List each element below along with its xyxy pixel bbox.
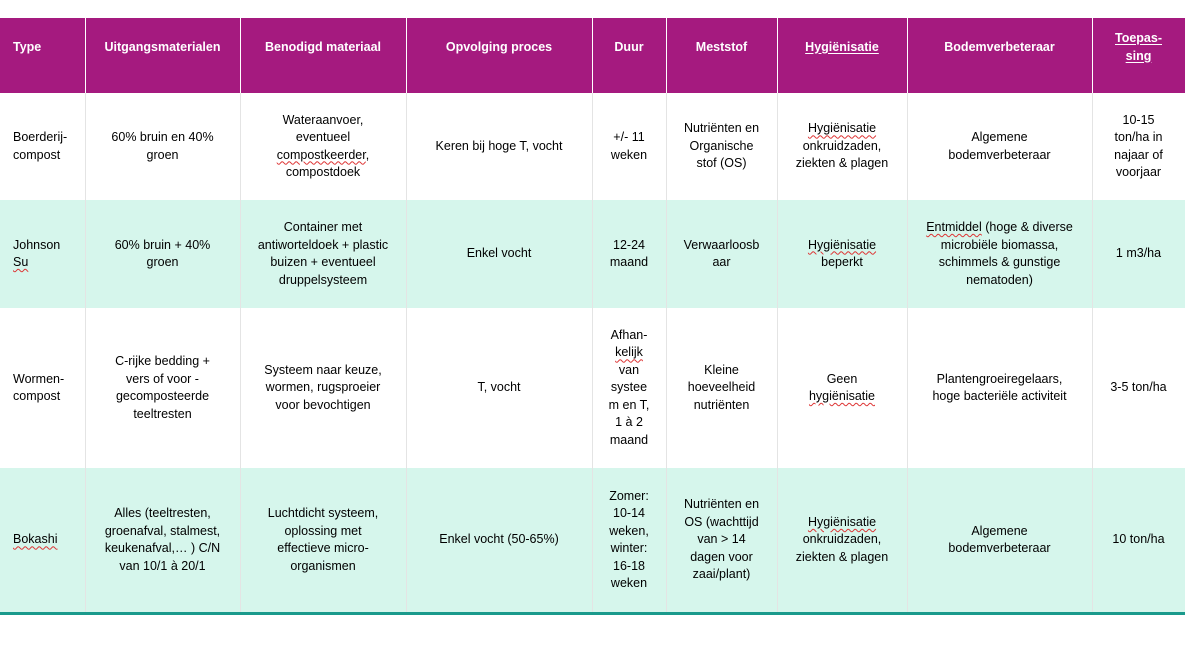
cell-bodemverbeteraar: Algemene bodemverbeteraar bbox=[907, 468, 1092, 614]
header-type: Type bbox=[0, 18, 85, 93]
cell-toepassing: 1 m3/ha bbox=[1092, 200, 1185, 308]
cell-duur: Zomer: 10-14 weken, winter: 16-18 weken bbox=[592, 468, 666, 614]
cell-duur: 12-24 maand bbox=[592, 200, 666, 308]
cell-type: Bokashi bbox=[0, 468, 85, 614]
cell-uitgangsmaterialen: C-rijke bedding + vers of voor - gecomposteerde teeltresten bbox=[85, 308, 240, 468]
table-row bbox=[0, 93, 1185, 200]
header-uitgangsmaterialen: Uitgangsmaterialen bbox=[85, 18, 240, 93]
cell-duur: Afhan- kelijk van systee m en T, 1 à 2 maand bbox=[592, 308, 666, 468]
cell-hygienisatie: Geen hygiënisatie bbox=[777, 308, 907, 468]
header-toepassing: Toepas- sing bbox=[1092, 18, 1185, 93]
cell-bodemverbeteraar: Entmiddel (hoge & diverse microbiële biomassa, schimmels & gunstige nematoden) bbox=[907, 200, 1092, 308]
cell-bodemverbeteraar: Algemene bodemverbeteraar bbox=[907, 93, 1092, 200]
cell-meststof: Verwaarloosb aar bbox=[666, 200, 777, 308]
cell-uitgangsmaterialen: 60% bruin + 40% groen bbox=[85, 200, 240, 308]
header-benodigd-materiaal: Benodigd materiaal bbox=[240, 18, 406, 93]
header-meststof: Meststof bbox=[666, 18, 777, 93]
cell-type: Boerderij- compost bbox=[0, 93, 85, 200]
cell-benodigd-materiaal: Wateraanvoer, eventueel compostkeerder, compostdoek bbox=[240, 93, 406, 200]
cell-benodigd-materiaal: Luchtdicht systeem, oplossing met effectieve micro- organismen bbox=[240, 468, 406, 614]
cell-benodigd-materiaal: Systeem naar keuze, wormen, rugsproeier voor bevochtigen bbox=[240, 308, 406, 468]
cell-bodemverbeteraar: Plantengroeiregelaars, hoge bacteriële activiteit bbox=[907, 308, 1092, 468]
cell-meststof: Nutriënten en OS (wachttijd van > 14 dagen voor zaai/plant) bbox=[666, 468, 777, 614]
table-row bbox=[0, 308, 1185, 468]
cell-toepassing: 3-5 ton/ha bbox=[1092, 308, 1185, 468]
cell-opvolging-proces: Enkel vocht bbox=[406, 200, 592, 308]
cell-type: Johnson Su bbox=[0, 200, 85, 308]
cell-duur: +/- 11 weken bbox=[592, 93, 666, 200]
cell-opvolging-proces: T, vocht bbox=[406, 308, 592, 468]
table-header-row bbox=[0, 18, 1185, 93]
cell-toepassing: 10 ton/ha bbox=[1092, 468, 1185, 614]
cell-uitgangsmaterialen: 60% bruin en 40% groen bbox=[85, 93, 240, 200]
cell-hygienisatie: Hygiënisatie beperkt bbox=[777, 200, 907, 308]
cell-hygienisatie: Hygiënisatie onkruidzaden, ziekten & plagen bbox=[777, 93, 907, 200]
cell-opvolging-proces: Keren bij hoge T, vocht bbox=[406, 93, 592, 200]
cell-opvolging-proces: Enkel vocht (50-65%) bbox=[406, 468, 592, 614]
table-row bbox=[0, 468, 1185, 614]
cell-benodigd-materiaal: Container met antiworteldoek + plastic buizen + eventueel druppelsysteem bbox=[240, 200, 406, 308]
cell-type: Wormen- compost bbox=[0, 308, 85, 468]
cell-toepassing: 10-15 ton/ha in najaar of voorjaar bbox=[1092, 93, 1185, 200]
header-opvolging-proces: Opvolging proces bbox=[406, 18, 592, 93]
header-bodemverbeteraar: Bodemverbeteraar bbox=[907, 18, 1092, 93]
compost-comparison-table bbox=[0, 18, 1185, 615]
table-row bbox=[0, 200, 1185, 308]
cell-meststof: Nutriënten en Organische stof (OS) bbox=[666, 93, 777, 200]
cell-hygienisatie: Hygiënisatie onkruidzaden, ziekten & plagen bbox=[777, 468, 907, 614]
cell-uitgangsmaterialen: Alles (teeltresten, groenafval, stalmest, keukenafval,… ) C/N van 10/1 à 20/1 bbox=[85, 468, 240, 614]
header-hygienisatie: Hygiënisatie bbox=[777, 18, 907, 93]
header-duur: Duur bbox=[592, 18, 666, 93]
cell-meststof: Kleine hoeveelheid nutriënten bbox=[666, 308, 777, 468]
